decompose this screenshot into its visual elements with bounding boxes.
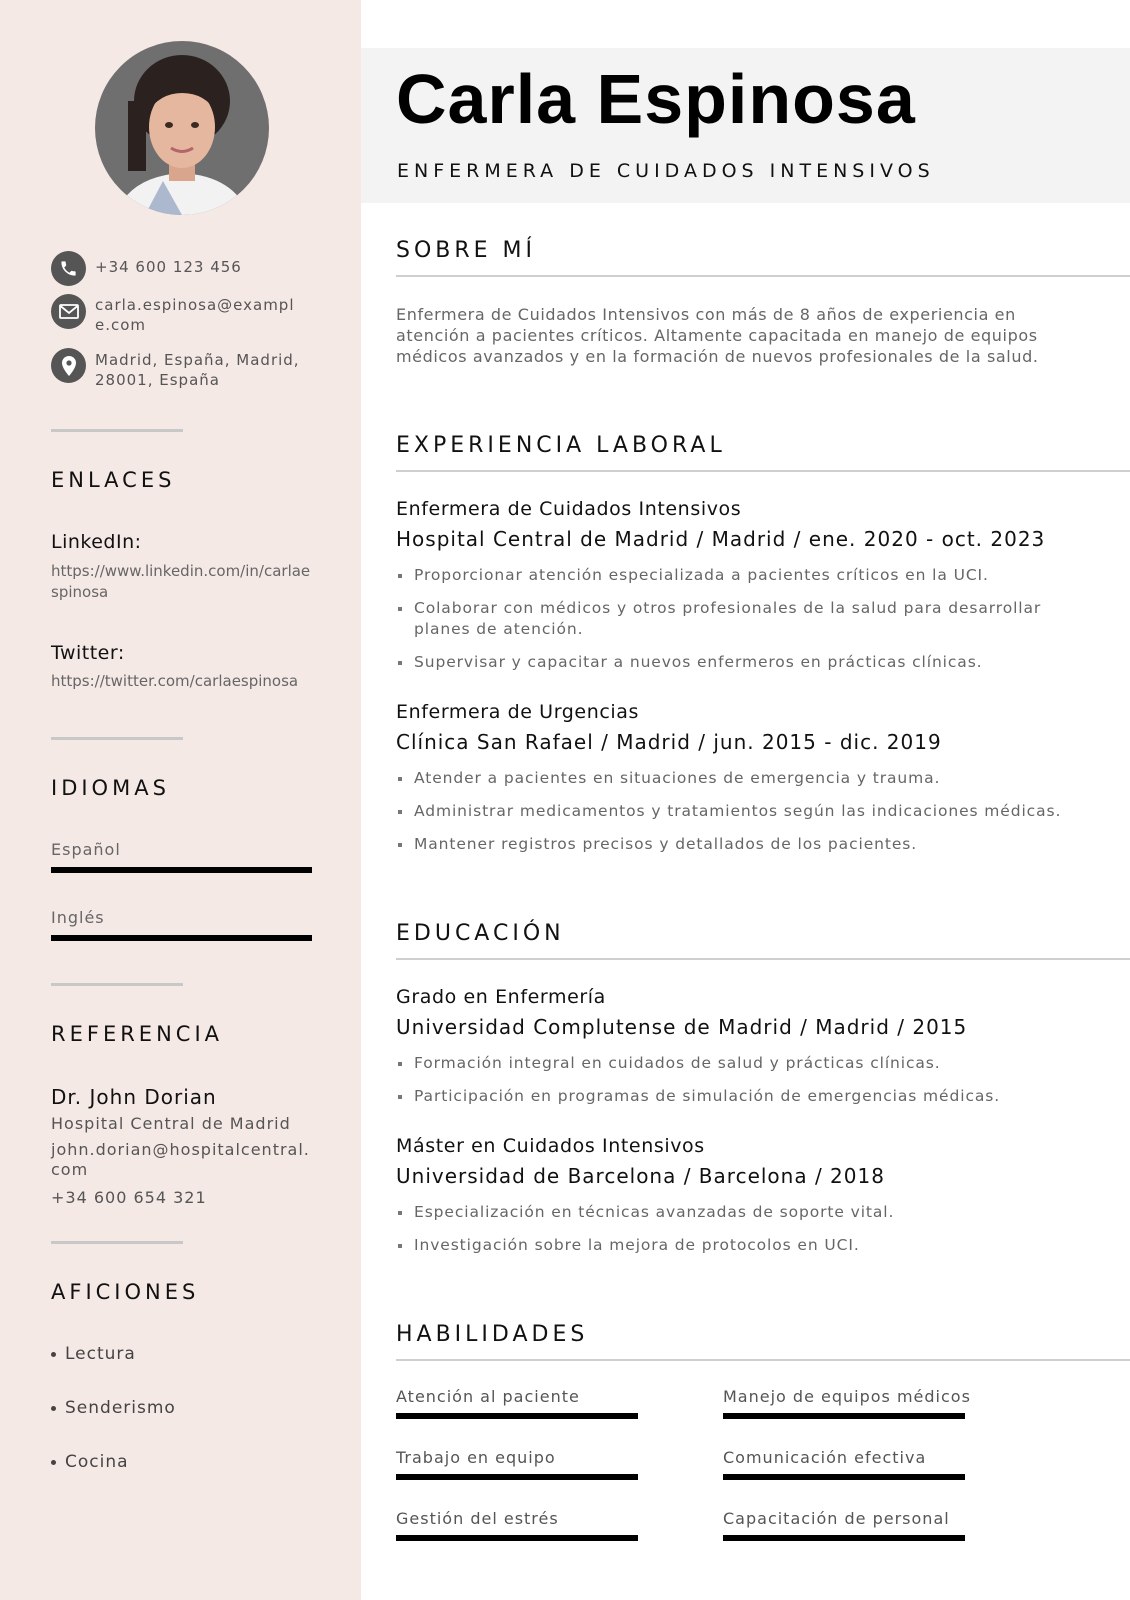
linkedin-link[interactable]: https://www.linkedin.com/in/carlaespinosa — [51, 562, 311, 601]
skill-level-bar — [723, 1535, 965, 1541]
education-bullet: Participación en programas de simulación de emergencias médicas. — [396, 1086, 1076, 1107]
job-entry-title: Enfermera de Urgencias — [396, 701, 640, 723]
links-heading: ENLACES — [51, 468, 176, 492]
linkedin-label: LinkedIn: — [51, 531, 142, 553]
reference-organization: Hospital Central de Madrid — [51, 1114, 291, 1133]
sidebar-divider — [51, 1241, 183, 1244]
address-text: Madrid, España, Madrid, 28001, España — [95, 351, 300, 389]
skill-level-bar — [723, 1413, 965, 1419]
job-entry-details: Clínica San Rafael / Madrid / jun. 2015 - dic. 2019 — [396, 730, 942, 754]
language-level-fill — [51, 867, 312, 873]
education-bullet: Formación integral en cuidados de salud y prácticas clínicas. — [396, 1053, 1076, 1074]
bullet-dot — [51, 1406, 56, 1411]
skill-level-bar — [723, 1474, 965, 1480]
hobby-item — [51, 1344, 136, 1364]
section-rule — [396, 1359, 1130, 1361]
job-bullet: Proporcionar atención especializada a pacientes críticos en la UCI. — [396, 565, 1076, 586]
skill-level-fill — [396, 1474, 638, 1480]
section-rule — [396, 275, 1130, 277]
contact-email — [51, 294, 310, 335]
twitter-link[interactable]: https://twitter.com/carlaespinosa — [51, 672, 299, 690]
candidate-name: Carla Espinosa — [396, 60, 916, 138]
phone-icon — [51, 251, 86, 286]
language-level-bar — [51, 935, 312, 941]
about-text: Enfermera de Cuidados Intensivos con más de 8 años de experiencia en atención a pacientes críticos. Altamente capacitada en manejo de equipos médicos avanzados y en la formación de nuevos profesionales de la salud. — [396, 305, 1039, 366]
skill-level-fill — [396, 1413, 638, 1419]
language-level-fill — [51, 935, 312, 941]
hobby-item — [51, 1398, 176, 1418]
phone-text: +34 600 123 456 — [95, 258, 242, 276]
hobby-item — [51, 1452, 129, 1472]
job-bullet: Administrar medicamentos y tratamientos según las indicaciones médicas. — [396, 801, 1076, 822]
sidebar — [0, 0, 361, 1600]
bullet-dot — [51, 1460, 56, 1465]
skills-heading: HABILIDADES — [396, 1322, 589, 1347]
skill-name: Manejo de equipos médicos — [723, 1387, 971, 1406]
envelope-icon — [51, 294, 86, 329]
skill-level-fill — [723, 1413, 965, 1419]
reference-phone: +34 600 654 321 — [51, 1188, 207, 1207]
job-bullet: Supervisar y capacitar a nuevos enfermeros en prácticas clínicas. — [396, 652, 1076, 673]
job-title: ENFERMERA DE CUIDADOS INTENSIVOS — [397, 160, 935, 182]
education-bullet: Especialización en técnicas avanzadas de soporte vital. — [396, 1202, 1076, 1223]
name-header — [361, 48, 1130, 203]
job-bullet: Atender a pacientes en situaciones de emergencia y trauma. — [396, 768, 1076, 789]
section-rule — [396, 470, 1130, 472]
email-text[interactable]: carla.espinosa@example.com — [95, 296, 295, 334]
section-rule — [396, 958, 1130, 960]
language-level-bar — [51, 867, 312, 873]
hobbies-heading: AFICIONES — [51, 1280, 200, 1304]
hobby-label: Cocina — [65, 1452, 129, 1472]
skill-name: Capacitación de personal — [723, 1509, 950, 1528]
education-entry-title: Grado en Enfermería — [396, 986, 606, 1008]
education-entry-details: Universidad de Barcelona / Barcelona / 2018 — [396, 1164, 885, 1188]
hobby-label: Senderismo — [65, 1398, 176, 1418]
education-bullet: Investigación sobre la mejora de protocolos en UCI. — [396, 1235, 1076, 1256]
sidebar-divider — [51, 429, 183, 432]
skill-level-bar — [396, 1413, 638, 1419]
education-heading: EDUCACIÓN — [396, 921, 565, 946]
language-name: Español — [51, 840, 121, 859]
location-pin-icon — [51, 348, 86, 383]
job-entry-details: Hospital Central de Madrid / Madrid / ene. 2020 - oct. 2023 — [396, 527, 1046, 551]
skill-name: Comunicación efectiva — [723, 1448, 927, 1467]
job-entry-title: Enfermera de Cuidados Intensivos — [396, 498, 742, 520]
twitter-label: Twitter: — [51, 642, 125, 664]
skill-level-fill — [723, 1474, 965, 1480]
hobby-label: Lectura — [65, 1344, 136, 1364]
sidebar-divider — [51, 983, 183, 986]
bullet-dot — [51, 1352, 56, 1357]
profile-photo — [95, 41, 269, 215]
languages-heading: IDIOMAS — [51, 776, 170, 800]
reference-email[interactable]: john.dorian@hospitalcentral.com — [51, 1140, 310, 1179]
reference-heading: REFERENCIA — [51, 1022, 223, 1046]
skill-name: Gestión del estrés — [396, 1509, 559, 1528]
about-heading: SOBRE MÍ — [396, 238, 537, 263]
job-bullet: Colaborar con médicos y otros profesionales de la salud para desarrollar planes de atención. — [396, 598, 1076, 640]
sidebar-divider — [51, 737, 183, 740]
skill-level-fill — [723, 1535, 965, 1541]
skill-level-bar — [396, 1474, 638, 1480]
skill-name: Trabajo en equipo — [396, 1448, 556, 1467]
reference-name: Dr. John Dorian — [51, 1085, 217, 1109]
language-name: Inglés — [51, 908, 105, 927]
skill-level-bar — [396, 1535, 638, 1541]
experience-heading: EXPERIENCIA LABORAL — [396, 433, 726, 458]
contact-address — [51, 348, 310, 390]
contact-phone — [51, 251, 310, 286]
skill-level-fill — [396, 1535, 638, 1541]
job-bullet: Mantener registros precisos y detallados de los pacientes. — [396, 834, 1076, 855]
education-entry-details: Universidad Complutense de Madrid / Madrid / 2015 — [396, 1015, 968, 1039]
education-entry-title: Máster en Cuidados Intensivos — [396, 1135, 705, 1157]
skill-name: Atención al paciente — [396, 1387, 580, 1406]
